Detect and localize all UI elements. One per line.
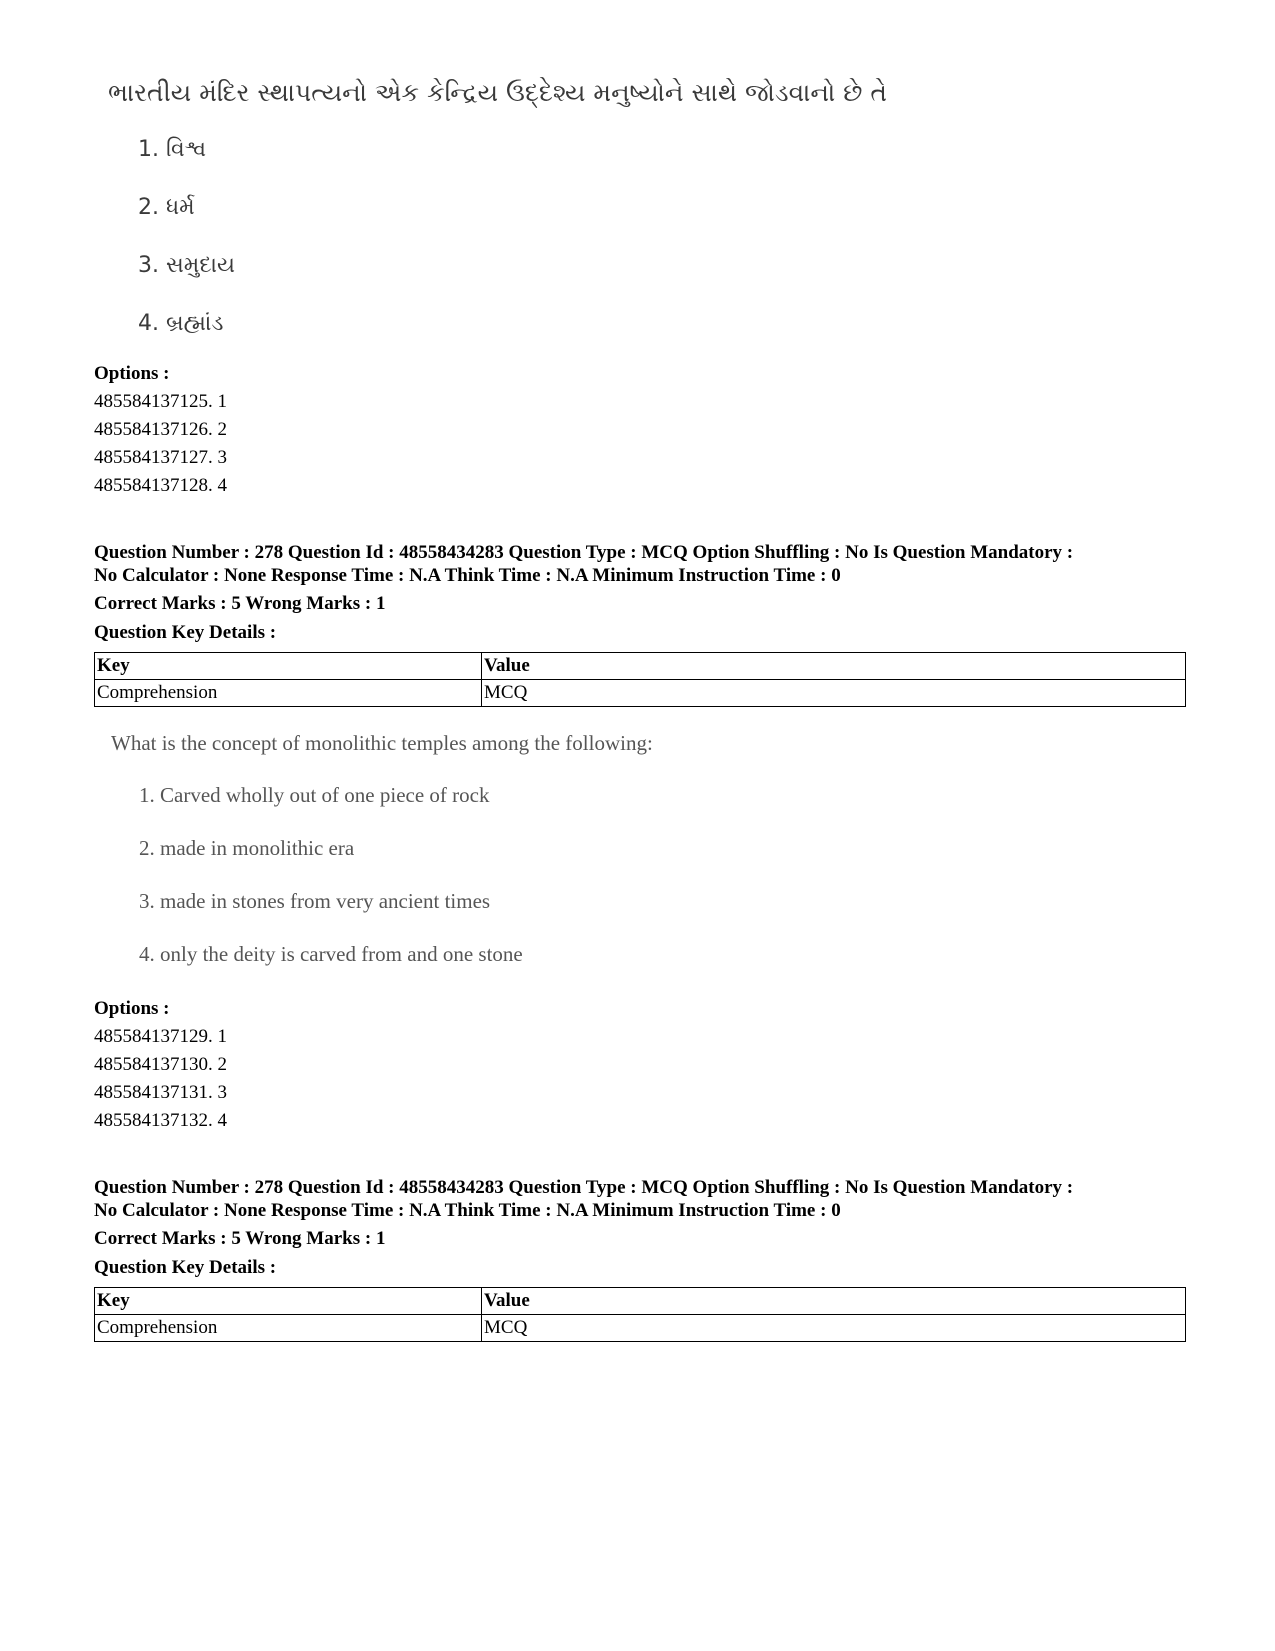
options-heading: Options : [94, 998, 170, 1019]
table-header-cell: Key [95, 1288, 482, 1315]
table-cell: Comprehension [95, 680, 482, 707]
table-header-cell: Value [482, 653, 1186, 680]
question-choice: 1. Carved wholly out of one piece of rock [139, 783, 490, 807]
options-heading: Options : [94, 363, 170, 384]
marks-line: Correct Marks : 5 Wrong Marks : 1 [94, 593, 386, 614]
option-row: 485584137131. 3 [94, 1082, 227, 1103]
table-cell: Comprehension [95, 1315, 482, 1342]
question-choice: 4. only the deity is carved from and one stone [139, 942, 523, 966]
table-header-cell: Key [95, 653, 482, 680]
option-row: 485584137126. 2 [94, 419, 227, 440]
key-details-table [94, 1287, 1186, 1342]
question-choice: 3. made in stones from very ancient times [139, 889, 491, 913]
table-header-row [95, 1288, 1186, 1315]
key-details-heading: Question Key Details : [94, 622, 277, 643]
question-image-english [0, 720, 1275, 980]
question-choice: 3. સમુદાય [138, 253, 236, 278]
marks-line: Correct Marks : 5 Wrong Marks : 1 [94, 1228, 386, 1249]
table-header-cell: Value [482, 1288, 1186, 1315]
metadata-line: No Calculator : None Response Time : N.A Think Time : N.A Minimum Instruction Time : 0 [94, 565, 841, 586]
option-row: 485584137130. 2 [94, 1054, 227, 1075]
table-cell: MCQ [482, 1315, 1186, 1342]
question-stem: What is the concept of monolithic temples among the following: [111, 731, 653, 755]
options-list [94, 360, 227, 500]
question-choice: 4. બ્રહ્માંડ [138, 311, 224, 336]
key-details-table [94, 652, 1186, 707]
metadata-line: Question Number : 278 Question Id : 48558434283 Question Type : MCQ Option Shuffling : No Is Question Mandatory : [94, 1177, 1074, 1198]
question-stem: ભારતીય મંદિર સ્થાપત્યનો એક કેન્દ્રિય ઉદ્દેશ્ય મનુષ્યોને સાથે જોડવાનો છે તે [108, 78, 887, 107]
table-row [95, 680, 1186, 707]
question-choice: 2. made in monolithic era [139, 836, 355, 860]
key-details-heading: Question Key Details : [94, 1257, 277, 1278]
question-choice: 2. ધર્મ [138, 195, 195, 220]
metadata-line: Question Number : 278 Question Id : 48558434283 Question Type : MCQ Option Shuffling : No Is Question Mandatory : [94, 542, 1074, 563]
table-row [95, 1315, 1186, 1342]
option-row: 485584137132. 4 [94, 1110, 227, 1131]
question-metadata [94, 541, 1194, 644]
metadata-line: No Calculator : None Response Time : N.A Think Time : N.A Minimum Instruction Time : 0 [94, 1200, 841, 1221]
table-cell: MCQ [482, 680, 1186, 707]
option-row: 485584137127. 3 [94, 447, 227, 468]
question-image-gujarati [0, 0, 1275, 350]
option-row: 485584137129. 1 [94, 1026, 227, 1047]
option-row: 485584137128. 4 [94, 475, 227, 496]
option-row: 485584137125. 1 [94, 391, 227, 412]
table-header-row [95, 653, 1186, 680]
question-metadata [94, 1176, 1194, 1279]
question-choice: 1. વિશ્વ [138, 137, 207, 162]
options-list [94, 995, 227, 1135]
